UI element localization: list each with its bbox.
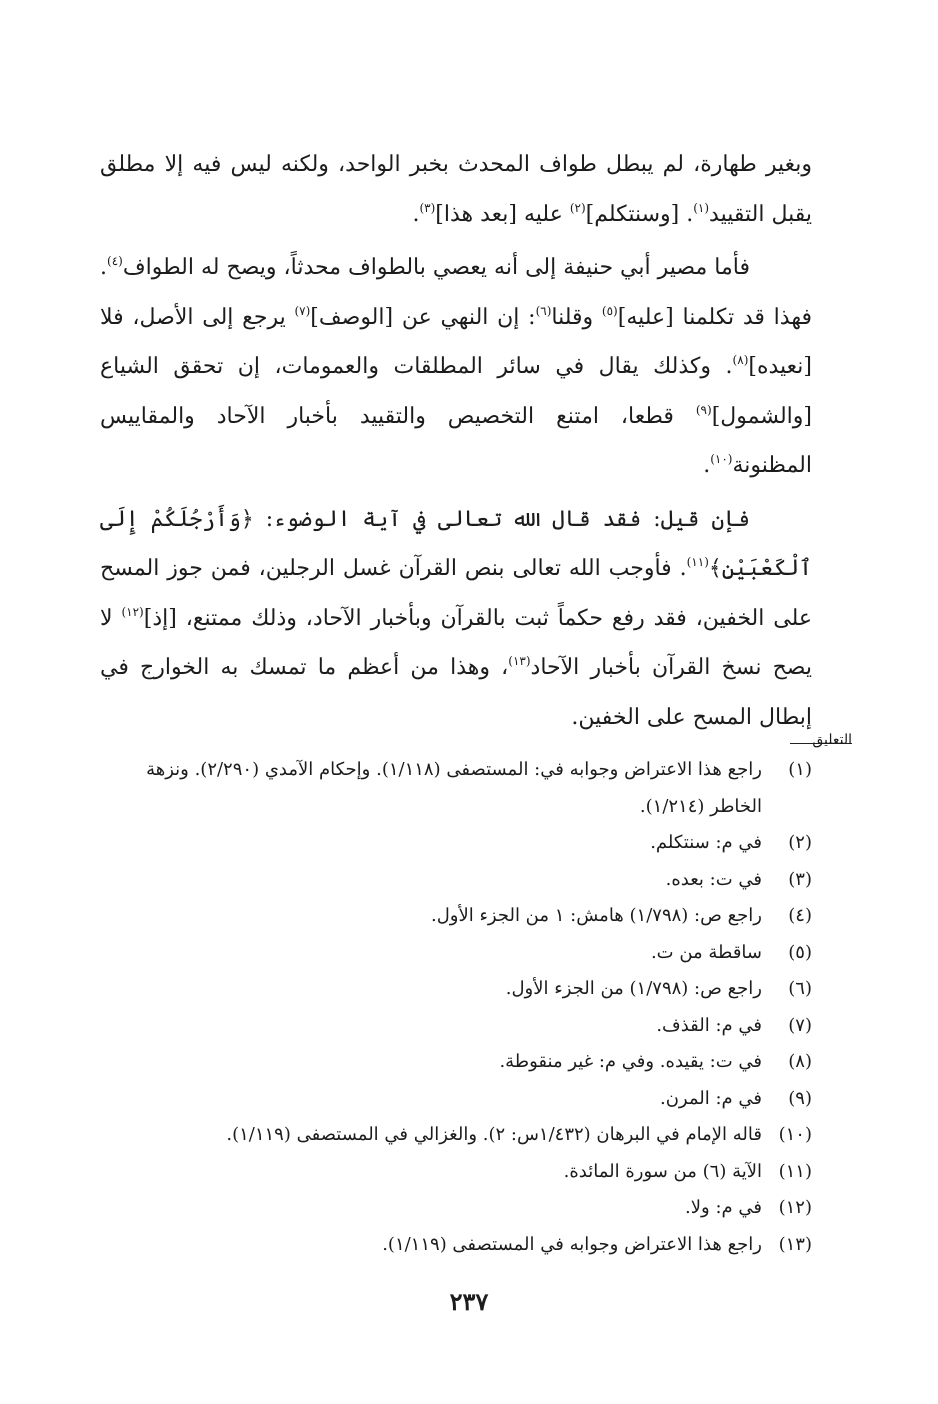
footnote-text: الآية (٦) من سورة المائدة.: [563, 1160, 762, 1182]
footnote-text: في م: المرن.: [659, 1087, 762, 1109]
footnote-item: [100, 752, 812, 825]
paragraph-3: [100, 495, 812, 743]
footnote-text: في م: سنتكلم.: [650, 832, 762, 853]
page-number: ٢٣٧: [449, 1287, 489, 1316]
text-run: قطعا، امتنع التخصيص والتقييد بأخبار الآحاد والمقاييس المظنونة: [100, 403, 812, 478]
footnote-ref: (٦): [535, 303, 552, 318]
footnote-item: [100, 1117, 812, 1154]
footnote-number: (١٣): [778, 1233, 812, 1255]
footnote-item: [100, 1008, 812, 1045]
text-run: .: [703, 453, 711, 478]
footnote-text: راجع ص: (١/٧٩٨) هامش: ١ من الجزء الأول.: [430, 905, 762, 926]
footnote-number: (٩): [788, 1087, 812, 1109]
paragraph-1: [100, 140, 812, 239]
footnote-number: (١١): [778, 1160, 812, 1182]
footnote-number: (٨): [788, 1051, 812, 1072]
footnote-item: [100, 1154, 812, 1191]
footnote-item: [100, 1190, 812, 1227]
text-run: فأما مصير أبي حنيفة إلى أنه يعصي بالطواف محدثاً، ويصح له الطواف: [122, 255, 750, 280]
footnote-text: في م: القذف.: [656, 1014, 762, 1036]
text-run: وبغير طهارة، لم يبطل طواف المحدث بخبر الواحد، ولكنه ليس فيه إلا مطلق يقبل التقييد: [100, 152, 812, 227]
text-run: فإن قيل: فقد قال الله تعالى في آية الوضوء: ﴿وَأَرْجُلَكُمْ إِلَى ٱلْكَعْبَيْنِ﴾: [100, 506, 812, 581]
footnote-text: راجع ص: (١/٧٩٨) من الجزء الأول.: [505, 978, 762, 999]
footnote-ref: (٩): [695, 402, 712, 417]
text-run: ، وهذا من أعظم ما تمسك به الخوارج في إبطال المسح على الخفين.: [100, 655, 812, 730]
footnote-number: (٦): [788, 978, 812, 999]
text-run: .: [412, 201, 420, 227]
footnote-ref: (١٢): [121, 604, 144, 619]
footnote-text: راجع هذا الاعتراض وجوابه في المستصفى (١/١١٩).: [382, 1233, 762, 1255]
footnote-ref: (١٣): [508, 654, 531, 668]
footnote-ref: (٢): [569, 200, 586, 215]
footnote-ref: (٨): [732, 353, 749, 367]
text-run: لا يصح نسخ القرآن بأخبار الآحاد: [100, 605, 812, 680]
text-run: . فأوجب الله تعالى بنص القرآن غسل الرجلين، فمن جوز المسح على الخفين، فقد رفع حكماً ثبت بالقرآن وبأخبار الآحاد، وذلك ممتنع، [إذ]: [100, 556, 812, 631]
text-run: يرجع إلى الأصل، فلا [نعيده]: [100, 304, 812, 379]
footnote-item: [100, 1227, 812, 1264]
footnote-text: راجع هذا الاعتراض وجوابه في: المستصفى (١/١١٨). وإحكام الآمدي (٢/٢٩٠). ونزهة الخاطر (١/٢١٤).: [146, 759, 762, 817]
footnote-text: ساقطة من ت.: [650, 941, 762, 963]
main-text: [100, 140, 812, 742]
footnote-item: [100, 971, 812, 1008]
footnote-ref: (٤): [107, 254, 123, 268]
footnote-item: [100, 898, 812, 935]
footnote-number: (٧): [788, 1014, 812, 1036]
footnote-ref: (١٠): [710, 452, 733, 466]
footnote-text: قاله الإمام في البرهان (١/٤٣٢س: ٢). والغزالي في المستصفى (١/١١٩).: [226, 1124, 762, 1145]
footnote-item: [100, 935, 812, 972]
footnote-number: (٣): [788, 868, 812, 890]
footnote-number: (١٠): [778, 1124, 812, 1145]
text-run: : إن النهي عن [الوصف]: [310, 304, 536, 330]
footnote-ref: (٥): [601, 303, 618, 318]
footnote-item: [100, 862, 812, 899]
footnote-number: (١٢): [778, 1197, 812, 1218]
footnote-ref: (١): [693, 200, 710, 215]
footnote-item: [100, 825, 812, 862]
footnote-number: (٢): [788, 832, 812, 853]
footnotes-list: [100, 752, 812, 1263]
footnote-ref: (٣): [419, 200, 436, 215]
text-run: وقلنا: [551, 304, 602, 330]
footnotes-label: التعليق: [812, 732, 852, 748]
footnote-text: في ت: بعده.: [665, 868, 762, 890]
footnote-ref: (١١): [686, 555, 709, 569]
text-run: . فهذا قد تكلمنا [عليه]: [100, 255, 812, 330]
text-run: عليه [بعد هذا]: [435, 201, 570, 227]
footnote-number: (٥): [788, 941, 812, 963]
footnote-number: (٤): [788, 905, 812, 926]
footnote-number: (١): [788, 759, 812, 780]
footnote-item: [100, 1044, 812, 1081]
text-run: . وكذلك يقال في سائر المطلقات والعمومات، إن تحقق الشياع [والشمول]: [100, 354, 812, 429]
text-run: . [وسنتكلم]: [585, 201, 694, 227]
footnote-ref: (٧): [294, 303, 311, 318]
paragraph-2: [100, 243, 812, 491]
footnote-text: في ت: يقيده. وفي م: غير منقوطة.: [499, 1051, 762, 1072]
footnote-text: في م: ولا.: [685, 1197, 762, 1218]
footnote-item: [100, 1081, 812, 1118]
